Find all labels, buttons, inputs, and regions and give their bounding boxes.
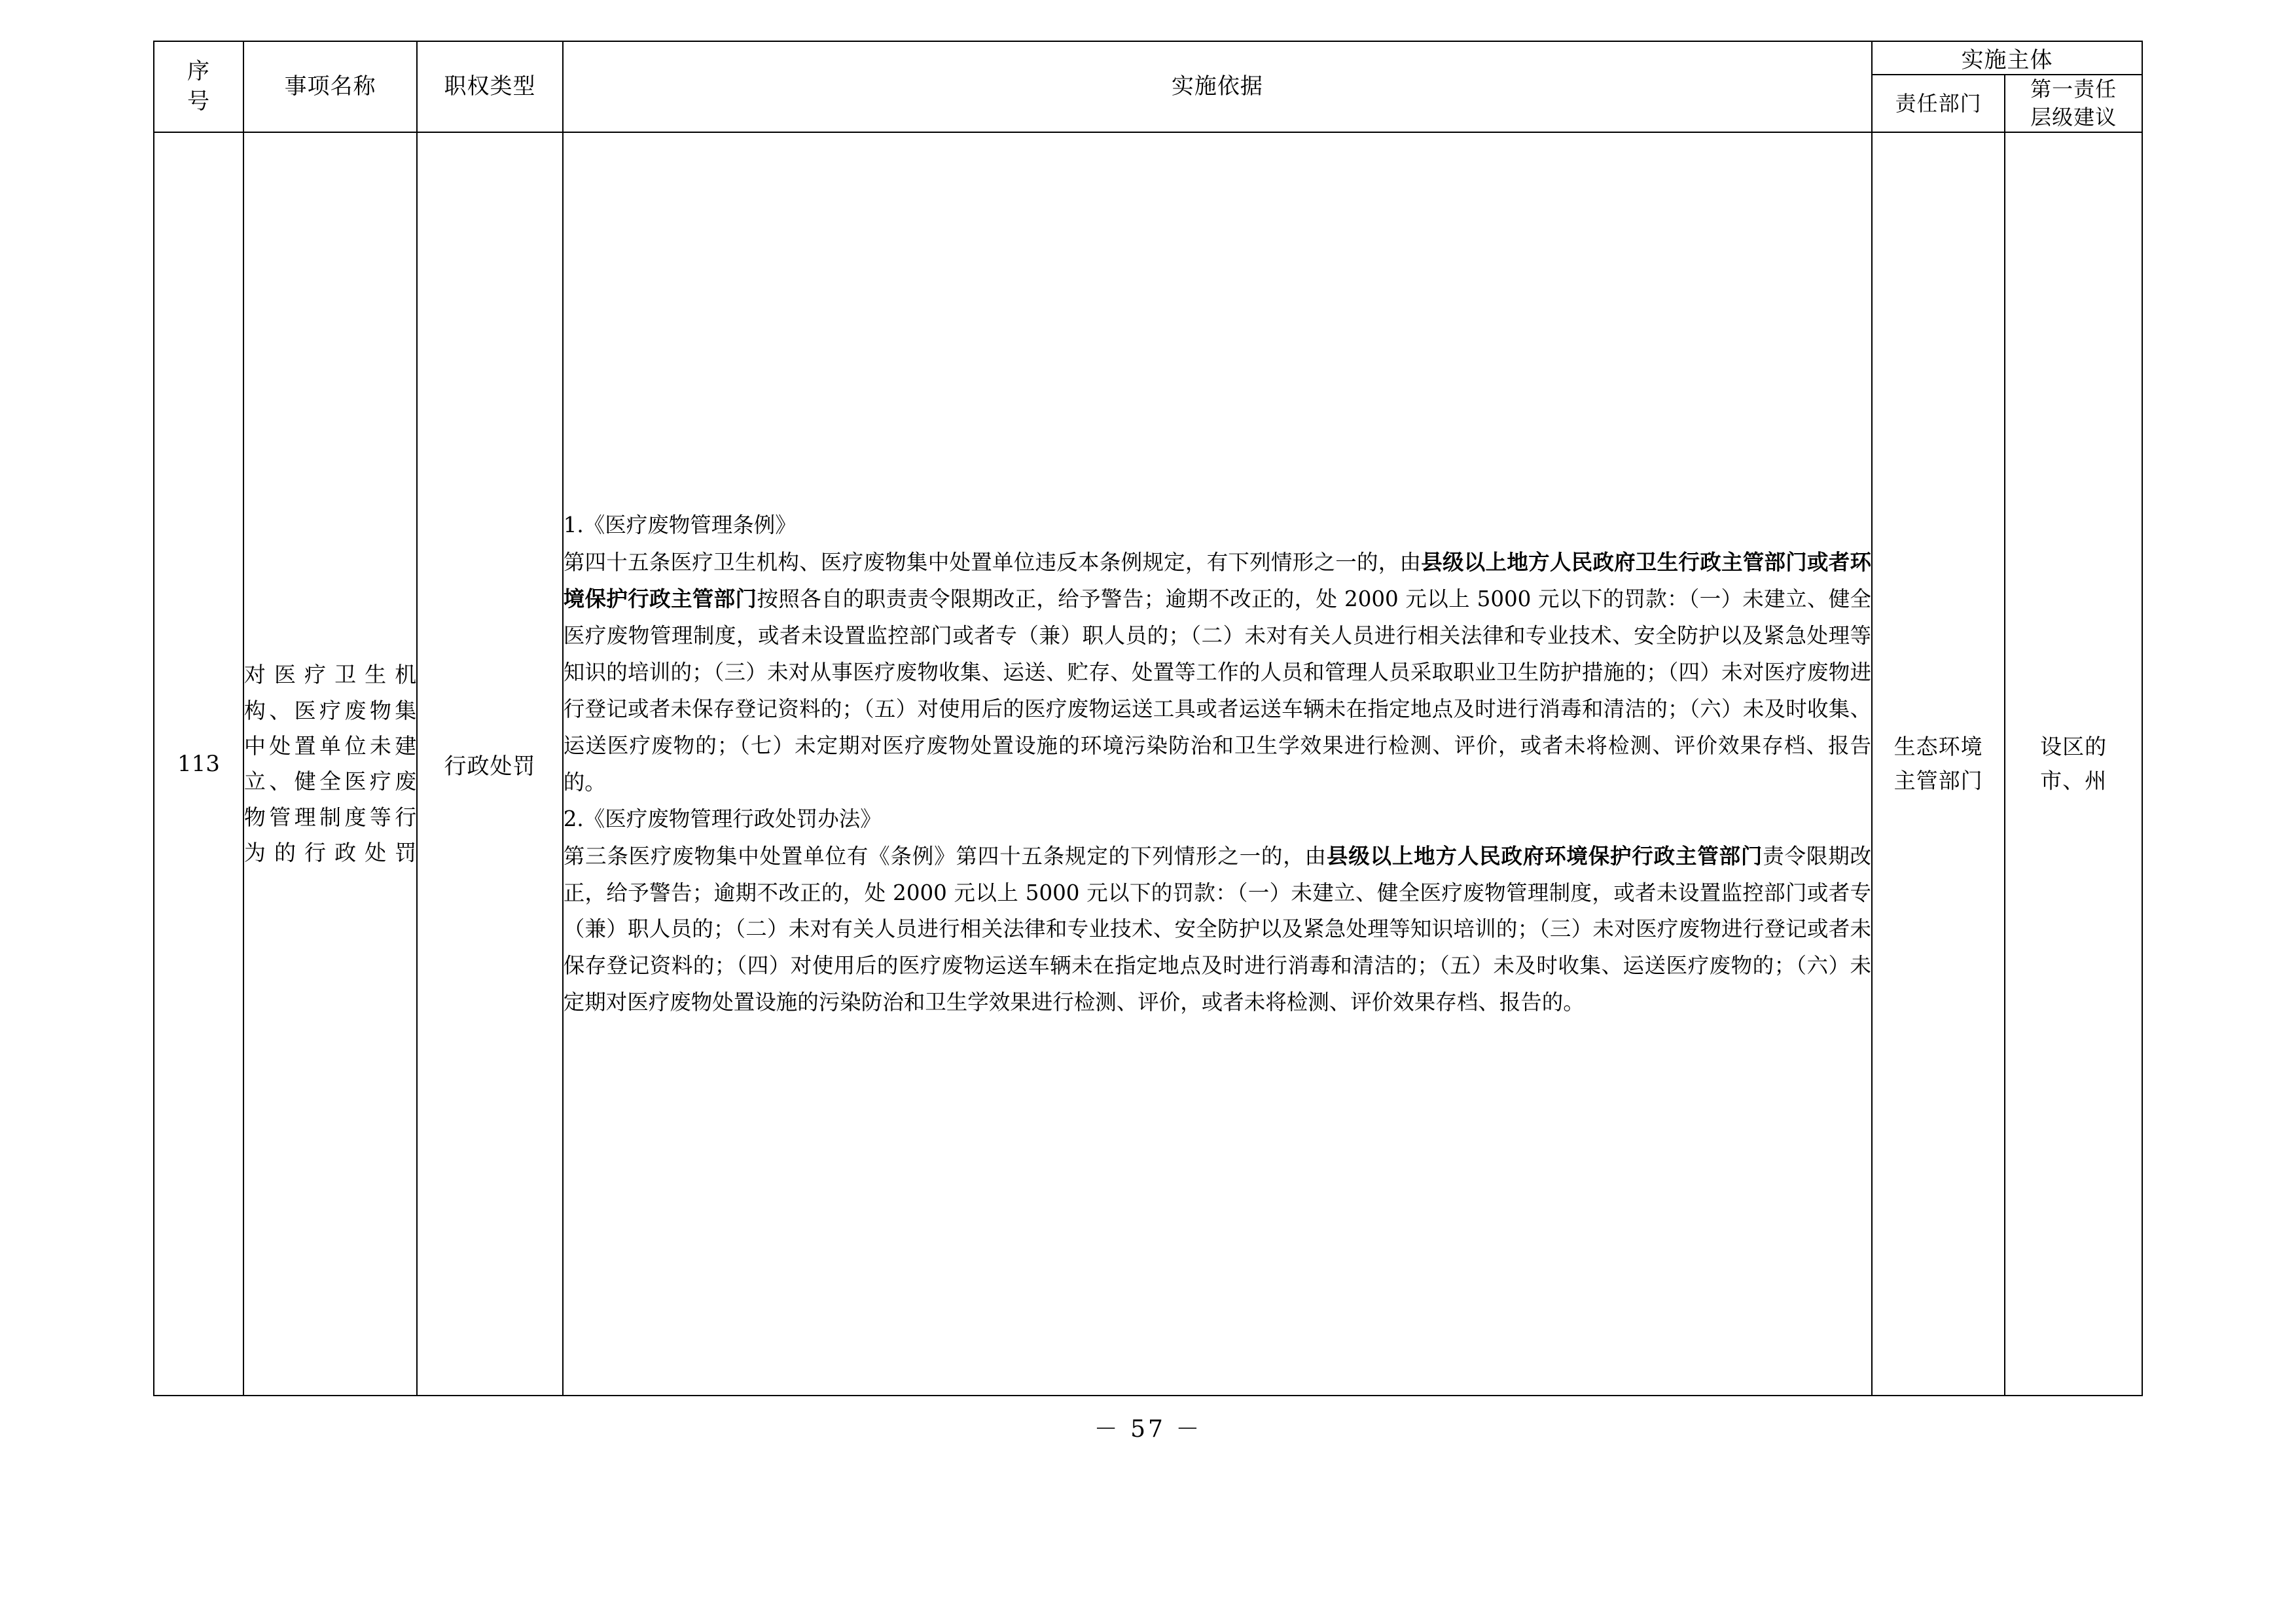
header-seq-line2: 号 (187, 88, 210, 115)
header-first-level-suggestion (2005, 75, 2142, 132)
header-responsible-dept: 责任部门 (1872, 75, 2005, 132)
cell-responsible-dept (1872, 132, 2005, 1396)
basis-text: 第三条医疗废物集中处置单位有《条例》第四十五条规定的下列情形之一的，由 (563, 843, 1327, 869)
basis-text: 按照各自的职责责令限期改正，给予警告；逾期不改正的，处 2000 元以上 5000 元以下的罚款：（一）未建立、健全医疗废物管理制度，或者未设置监控部门或者专（兼）职人员的；（二）未对有关人员进行相关法律和专业技术、安全防护以及紧急处理等知识的培训的；（三）未对从事医疗废物收集、运送、贮存、处置等工作的人员和管理人员采取职业卫生防护措施的；（四）未对医疗废物进行登记或者未保存登记资料的；（五）对使用后的医疗废物运送工具或者运送车辆未在指定地点及时进行消毒和清洁的；（六）未及时收集、运送医疗废物的；（七）未定期对医疗废物处置设施的环境污染防治和卫生学效果进行检测、评价，或者未将检测、评价效果存档、报告的。 (563, 586, 1872, 795)
cell-item-name: 对医疗卫生机构、医疗废物集中处置单位未建立、健全医疗废物管理制度等行为的行政处罚 (243, 132, 417, 1396)
basis-block-text (564, 838, 1871, 1021)
basis-block-title: 2.《医疗废物管理行政处罚办法》 (563, 806, 882, 831)
cell-basis (563, 132, 1872, 1396)
table-row (154, 132, 2142, 1396)
cell-first-level-suggestion (2005, 132, 2142, 1396)
table-body (154, 132, 2142, 1396)
cell-responsible-dept-line2: 主管部门 (1893, 768, 1983, 794)
table-header (154, 41, 2142, 132)
header-power-type: 职权类型 (417, 41, 563, 132)
cell-power-type: 行政处罚 (417, 132, 563, 1396)
basis-emphasis: 县级以上地方人民政府环境保护行政主管部门 (1326, 842, 1763, 869)
header-first-level-line2: 层级建议 (2030, 105, 2117, 130)
basis-text: 责令限期改正，给予警告；逾期不改正的，处 2000 元以上 5000 元以下的罚款：（一）未建立、健全医疗废物管理制度，或者未设置监控部门或者专（兼）职人员的；（二）未对有关人员进行相关法律和专业技术、安全防护以及紧急处理等知识培训的；（三）未对医疗废物进行登记或者未保存登记资料的；（四）对使用后的医疗废物运送车辆未在指定地点及时进行消毒和清洁的；（五）未及时收集、运送医疗废物的；（六）未定期对医疗废物处置设施的污染防治和卫生学效果进行检测、评价，或者未将检测、评价效果存档、报告的。 (563, 843, 1872, 1015)
basis-emphasis: 县级以上地方人民政府卫生行政主管部门或者环境保护行政主管部门 (563, 549, 1872, 612)
header-first-level-line1: 第一责任 (2030, 77, 2117, 101)
header-basis: 实施依据 (563, 41, 1872, 132)
header-subject-group: 实施主体 (1872, 41, 2142, 75)
cell-responsible-dept-line1: 生态环境 (1893, 733, 1983, 759)
table-header-row-1 (154, 41, 2142, 75)
cell-seq: 113 (154, 132, 243, 1396)
page-number: － 57 － (1094, 1416, 1202, 1443)
header-item-name: 事项名称 (243, 41, 417, 132)
header-seq (154, 41, 243, 132)
basis-block-title: 1.《医疗废物管理条例》 (563, 512, 797, 537)
cell-first-level-line1: 设区的 (2040, 733, 2108, 759)
header-seq-line1: 序 (187, 58, 210, 84)
basis-block-text (564, 544, 1871, 801)
cell-first-level-line2: 市、州 (2040, 768, 2108, 794)
authority-list-table (153, 41, 2143, 1396)
basis-text: 第四十五条医疗卫生机构、医疗废物集中处置单位违反本条例规定，有下列情形之一的，由 (563, 549, 1422, 575)
